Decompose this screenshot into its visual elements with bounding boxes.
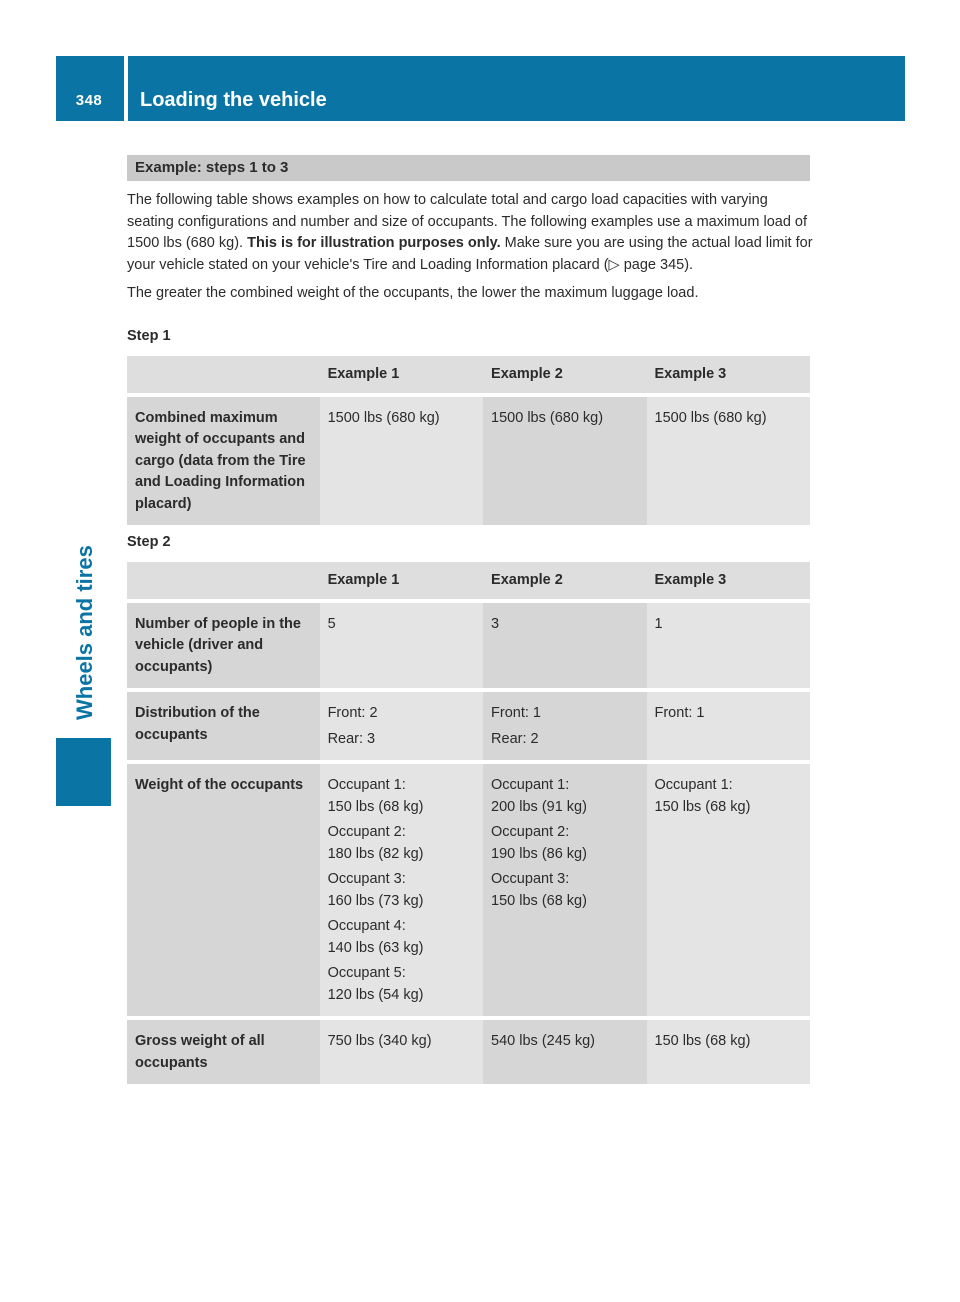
- table-cell: [647, 762, 811, 1018]
- table-cell: [647, 1018, 811, 1086]
- page-number: 348: [75, 92, 103, 109]
- occupant-weight: 160 lbs (73 kg): [327, 892, 424, 909]
- occupant-label: Occupant 2:: [491, 824, 570, 840]
- intro-text: [127, 190, 817, 312]
- occupant-weight: 140 lbs (63 kg): [327, 939, 424, 956]
- side-tab-marker: [56, 738, 111, 806]
- step-1-table: [127, 356, 810, 529]
- cell-value: 540 lbs (245 kg): [491, 1033, 596, 1049]
- cell-value: Front: 1: [491, 705, 541, 721]
- cell-value: Rear: 3: [327, 730, 376, 747]
- occupant-label: Occupant 2:: [327, 824, 406, 840]
- cell-value: 5: [327, 615, 336, 632]
- column-header: Example 1: [320, 562, 483, 601]
- row-header: Number of people in the vehicle (driver and occupants): [127, 601, 320, 691]
- cell-value: Front: 1: [654, 705, 705, 721]
- occupant-weight: 190 lbs (86 kg): [491, 845, 587, 862]
- section-heading: Example: steps 1 to 3: [127, 155, 810, 181]
- step-2-label: Step 2: [127, 534, 171, 550]
- side-tab-label: Wheels and tires: [72, 545, 97, 720]
- occupant-label: Occupant 1:: [654, 777, 733, 793]
- occupant-weight: 120 lbs (54 kg): [327, 986, 424, 1003]
- occupant-label: Occupant 4:: [327, 918, 406, 934]
- table-cell: [320, 690, 483, 762]
- occupant-label: Occupant 1:: [491, 777, 570, 793]
- table-cell: [320, 762, 483, 1018]
- occupant-label: Occupant 3:: [327, 871, 406, 887]
- step-2-table: [127, 562, 810, 1088]
- header-empty: [127, 562, 320, 601]
- row-header: Combined maximum weight of occupants and cargo (data from the Tire and Loading Information placard): [127, 395, 320, 528]
- table-cell: [483, 601, 646, 691]
- table-cell: [483, 1018, 646, 1086]
- column-header: Example 2: [483, 356, 646, 395]
- table-cell: [320, 601, 483, 691]
- table-cell: 1500 lbs (680 kg): [320, 395, 483, 528]
- page-ref-arrow-icon: ▷: [608, 256, 620, 273]
- table-cell: [647, 690, 811, 762]
- occupant-weight: 150 lbs (68 kg): [654, 798, 751, 815]
- table-header-row: [127, 562, 810, 601]
- intro-text-b: Make sure you are using the actual load limit for your vehicle stated on your vehicle's Tire and Loading Information placard (: [127, 235, 813, 273]
- occupant-label: Occupant 3:: [491, 871, 570, 887]
- table-cell: [320, 1018, 483, 1086]
- table-header-row: [127, 356, 810, 395]
- column-header: Example 3: [647, 562, 811, 601]
- intro-text-bold: This is for illustration purposes only.: [247, 235, 501, 251]
- occupant-weight: 150 lbs (68 kg): [327, 798, 424, 815]
- header-empty: [127, 356, 320, 395]
- table-row: [127, 395, 810, 528]
- row-header: Gross weight of all occupants: [127, 1018, 320, 1086]
- intro-paragraph-2: The greater the combined weight of the occupants, the lower the maximum luggage load.: [127, 285, 699, 301]
- column-header: Example 2: [483, 562, 646, 601]
- cell-value: 150 lbs (68 kg): [654, 1033, 751, 1049]
- occupant-weight: 180 lbs (82 kg): [327, 845, 424, 862]
- table-cell: [483, 690, 646, 762]
- occupant-weight: 200 lbs (91 kg): [491, 798, 587, 815]
- row-header: Distribution of the occupants: [127, 690, 320, 762]
- row-header: Weight of the occupants: [127, 762, 320, 1018]
- table-row: [127, 762, 810, 1018]
- table-cell: 1500 lbs (680 kg): [483, 395, 646, 528]
- table-row: [127, 601, 810, 691]
- occupant-weight: 150 lbs (68 kg): [491, 892, 587, 909]
- occupant-label: Occupant 1:: [327, 777, 406, 793]
- intro-text-c: page 345).: [619, 256, 694, 273]
- occupant-label: Occupant 5:: [327, 965, 406, 981]
- table-cell: 1500 lbs (680 kg): [647, 395, 811, 528]
- intro-text-a: The following table shows examples on how to calculate total and cargo load capacities with varying seating configurations and number and size of occupants. The following examples use a maximum load of 1500 lbs (680 kg).: [127, 192, 808, 251]
- table-cell: [483, 762, 646, 1018]
- table-row: [127, 1018, 810, 1086]
- cell-value: 3: [491, 615, 500, 632]
- cell-value: Front: 2: [327, 705, 378, 721]
- cell-value: 750 lbs (340 kg): [327, 1033, 432, 1049]
- table-cell: [647, 601, 811, 691]
- page-title: Loading the vehicle: [140, 89, 327, 111]
- step-1-label: Step 1: [127, 328, 171, 344]
- cell-value: 1: [654, 615, 663, 632]
- column-header: Example 1: [320, 356, 483, 395]
- header-separator: [124, 56, 128, 121]
- table-row: [127, 690, 810, 762]
- cell-value: Rear: 2: [491, 730, 539, 747]
- column-header: Example 3: [647, 356, 811, 395]
- intro-paragraph-1: [127, 190, 817, 276]
